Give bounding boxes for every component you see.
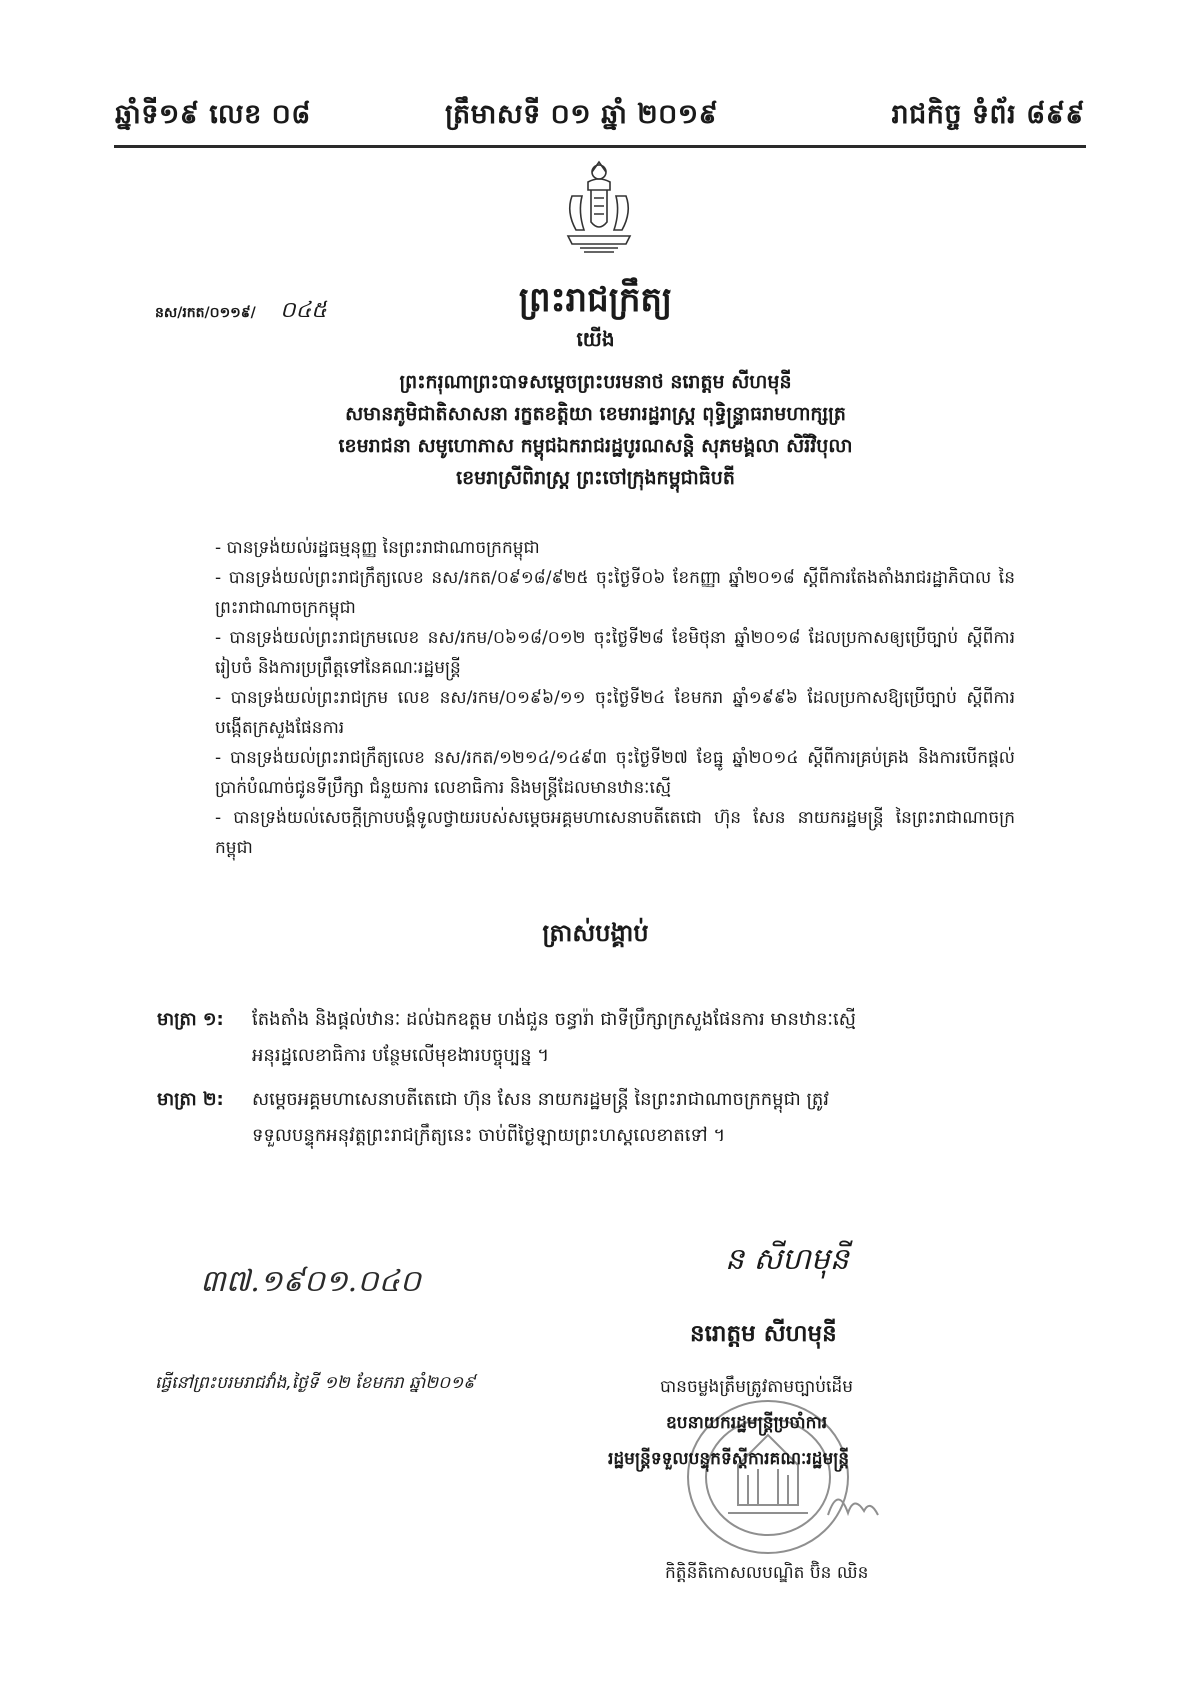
document-title: ព្រះរាជក្រឹត្យ <box>518 280 673 320</box>
article-label: មាត្រា ១: <box>157 1009 224 1030</box>
preamble-item: - បានទ្រង់យល់ព្រះរាជក្រមលេខ នស/រកម/០៦១៨/០១២ ចុះថ្ងៃទី២៨ ខែមិថុនា ឆ្នាំ២០១៨ ដែលប្រកាសឲ្យប្រើច្បាប់ ស្តីពីការរៀបចំ និងការប្រព្រឹត្តទៅនៃគណៈរដ្ឋមន្ត្រី <box>215 628 1015 678</box>
royal-emblem-icon <box>558 160 640 260</box>
gazette-page-number: រាជកិច្ច ទំព័រ ៨៩៩ <box>891 99 1085 130</box>
decree-reference-number: នស/រកត/០១១៩/ <box>155 305 256 321</box>
royal-title-line: ព្រះករុណាព្រះបាទសម្តេចព្រះបរមនាថ នរោត្តម សីហមុនី <box>399 371 792 393</box>
gazette-header <box>115 98 1085 144</box>
gazette-year-issue: ឆ្នាំទី១៩ លេខ ០៨ <box>115 99 311 130</box>
handwritten-register-number: ៣៧.១៩០១.០៤០ <box>200 1264 421 1299</box>
decree-reference-handwritten: ០៤៥ <box>280 298 327 323</box>
preamble-item: - បានទ្រង់យល់ព្រះរាជក្រម លេខ នស/រកម/០១៩៦/១១ ចុះថ្ងៃទី២៤ ខែមករា ឆ្នាំ១៩៩៦ ដែលប្រកាសឱ្យប្រើច្បាប់ ស្តីពីការបង្កើតក្រសួងផែនការ <box>215 688 1015 738</box>
minister-line: រដ្ឋមន្ត្រីទទួលបន្ទុកទីស្តីការគណៈរដ្ឋមន្ត្រី <box>608 1449 850 1469</box>
certified-copy-line: បានចម្លងត្រឹមត្រូវតាមច្បាប់ដើម <box>660 1377 853 1397</box>
signatory-name: នរោត្តម សីហមុនី <box>690 1321 837 1347</box>
article-text: អនុរដ្ឋលេខាធិការ បន្ថែមលើមុខងារបច្ចុប្បន្ន ។ <box>252 1045 550 1066</box>
royal-title-line: ខេមរាជនា សមូហោភាស កម្ពុជឯករាជរដ្ឋបូរណសន្តិ សុភមង្គលា សិរីវិបុលា <box>338 435 853 457</box>
preamble-list <box>215 533 1015 863</box>
royal-title-line: សមានភូមិជាតិសាសនា រក្ខតខត្តិយា ខេមរារដ្ឋរាស្ត្រ ពុទ្ធិន្ទ្រាធរាមហាក្សត្រ <box>345 403 846 425</box>
preamble-item: - បានទ្រង់យល់សេចក្តីក្រាបបង្គំទូលថ្វាយរបស់សម្តេចអគ្គមហាសេនាបតីតេជោ ហ៊ុន សែន នាយករដ្ឋមន្ត្រី នៃព្រះរាជាណាចក្រកម្ពុជា <box>215 808 1015 858</box>
article-label: មាត្រា ២: <box>157 1089 224 1110</box>
deputy-pm-line: ឧបនាយករដ្ឋមន្ត្រីប្រចាំការ <box>666 1413 828 1433</box>
preamble-item: - បានទ្រង់យល់ព្រះរាជក្រឹត្យលេខ នស/រកត/១២១៤/១៤៩៣ ចុះថ្ងៃទី២៧ ខែធ្នូ ឆ្នាំ២០១៤ ស្តីពីការគ្រប់គ្រង និងការបើកផ្តល់ប្រាក់បំណាច់ជូនទីប្រឹក្សា ជំនួយការ លេខាធិការ និងមន្ត្រីដែលមានឋានៈស្មើ <box>215 748 1015 798</box>
article-1 <box>157 1002 1037 1074</box>
gazette-date: ត្រឹមាសទី ០១ ឆ្នាំ ២០១៩ <box>445 99 719 130</box>
signer-name-line: កិត្តិនីតិកោសលបណ្ឌិត ប៊ិន ឈិន <box>665 1563 869 1583</box>
article-text: តែងតាំង និងផ្តល់ឋានៈ ដល់ឯកឧត្តម ហង់ជួន ចន្ធារ៉ា ជាទីប្រឹក្សាក្រសួងផែនការ មានឋានៈស្មើ <box>252 1009 856 1030</box>
article-2 <box>157 1082 1037 1154</box>
document-we: យើង <box>576 327 615 351</box>
article-text: ទទួលបន្ទុកអនុវត្តព្រះរាជក្រឹត្យនេះ ចាប់ពីថ្ងៃឡាយព្រះហស្តលេខាតទៅ ។ <box>252 1125 726 1146</box>
decree-heading: ត្រាស់បង្គាប់ <box>542 919 649 947</box>
preamble-item: - បានទ្រង់យល់ព្រះរាជក្រឹត្យលេខ នស/រកត/០៩១៨/៩២៥ ចុះថ្ងៃទី០៦ ខែកញ្ញា ឆ្នាំ២០១៨ ស្តីពីការតែងតាំងរាជរដ្ឋាភិបាល នៃព្រះរាជាណាចក្រកម្ពុជា <box>215 568 1015 618</box>
royal-title-line: ខេមរាស្រីពិរាស្ត្រ ព្រះចៅក្រុងកម្ពុជាធិបតី <box>456 467 735 489</box>
article-text: សម្តេចអគ្គមហាសេនាបតីតេជោ ហ៊ុន សែន នាយករដ្ឋមន្ត្រី នៃព្រះរាជាណាចក្រកម្ពុជា ត្រូវ <box>252 1089 829 1110</box>
preamble-item: - បានទ្រង់យល់រដ្ឋធម្មនុញ្ញ នៃព្រះរាជាណាចក្រកម្ពុជា <box>215 538 540 558</box>
made-at-date: ធ្វើនៅព្រះបរមរាជវាំង,ថ្ងៃទី ១២ ខែមករា ឆ្នាំ២០១៩ <box>155 1373 476 1393</box>
royal-signature: ន សីហមុនី <box>725 1242 849 1277</box>
header-divider <box>114 145 1086 148</box>
